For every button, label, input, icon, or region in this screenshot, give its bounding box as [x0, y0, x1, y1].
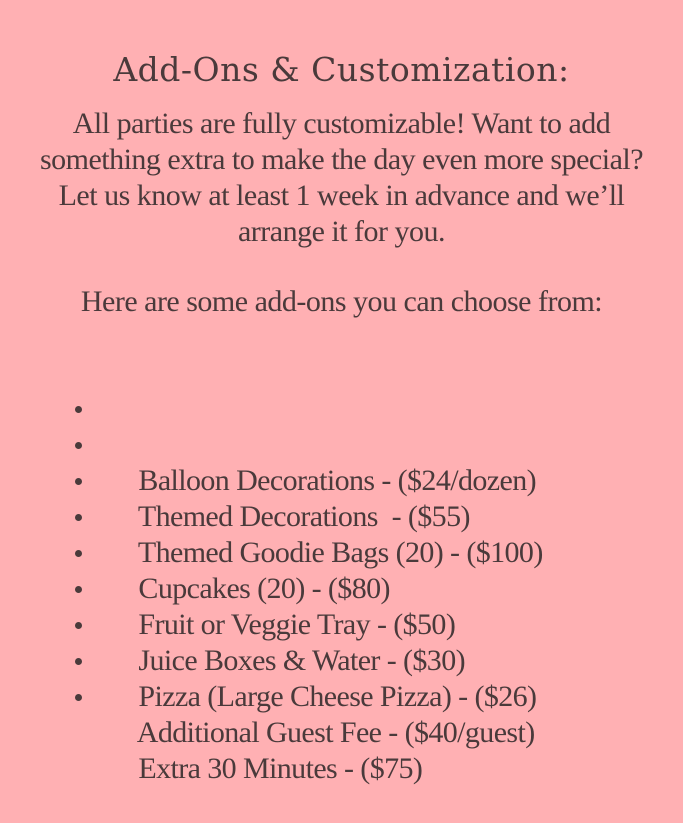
bullet-icon [75, 622, 82, 629]
addon-label: Extra 30 Minutes - ($75) [138, 752, 423, 785]
addon-label: Cupcakes (20) - ($80) [138, 572, 390, 605]
intro-paragraph: All parties are fully customizable! Want to add something extra to make the day even more special? Let us know at least 1 week in advance and we’ll arrange it for you. [39, 107, 644, 248]
bullet-icon [75, 478, 82, 485]
addon-label: Balloon Decorations - ($24/dozen) [138, 464, 536, 497]
page-title: Add-Ons & Customization: [113, 50, 570, 89]
addon-label: Juice Boxes & Water - ($30) [138, 644, 465, 677]
bullet-icon [75, 442, 82, 449]
addons-lead-text: Here are some add-ons you can choose from: [80, 285, 603, 318]
bullet-icon [75, 514, 82, 521]
addon-label: Themed Goodie Bags (20) - ($100) [137, 536, 543, 569]
addon-label: Fruit or Veggie Tray - ($50) [138, 608, 456, 641]
addon-label: Additional Guest Fee - ($40/guest) [136, 716, 535, 749]
addons-list [0, 391, 683, 785]
bullet-icon [75, 658, 82, 665]
bullet-icon [75, 406, 82, 413]
bullet-icon [75, 586, 82, 593]
addon-label: Pizza (Large Cheese Pizza) - ($26) [138, 680, 537, 713]
list-item [0, 391, 683, 497]
bullet-icon [75, 550, 82, 557]
bullet-icon [75, 694, 82, 701]
addon-label: Themed Decorations - ($55) [137, 500, 470, 533]
